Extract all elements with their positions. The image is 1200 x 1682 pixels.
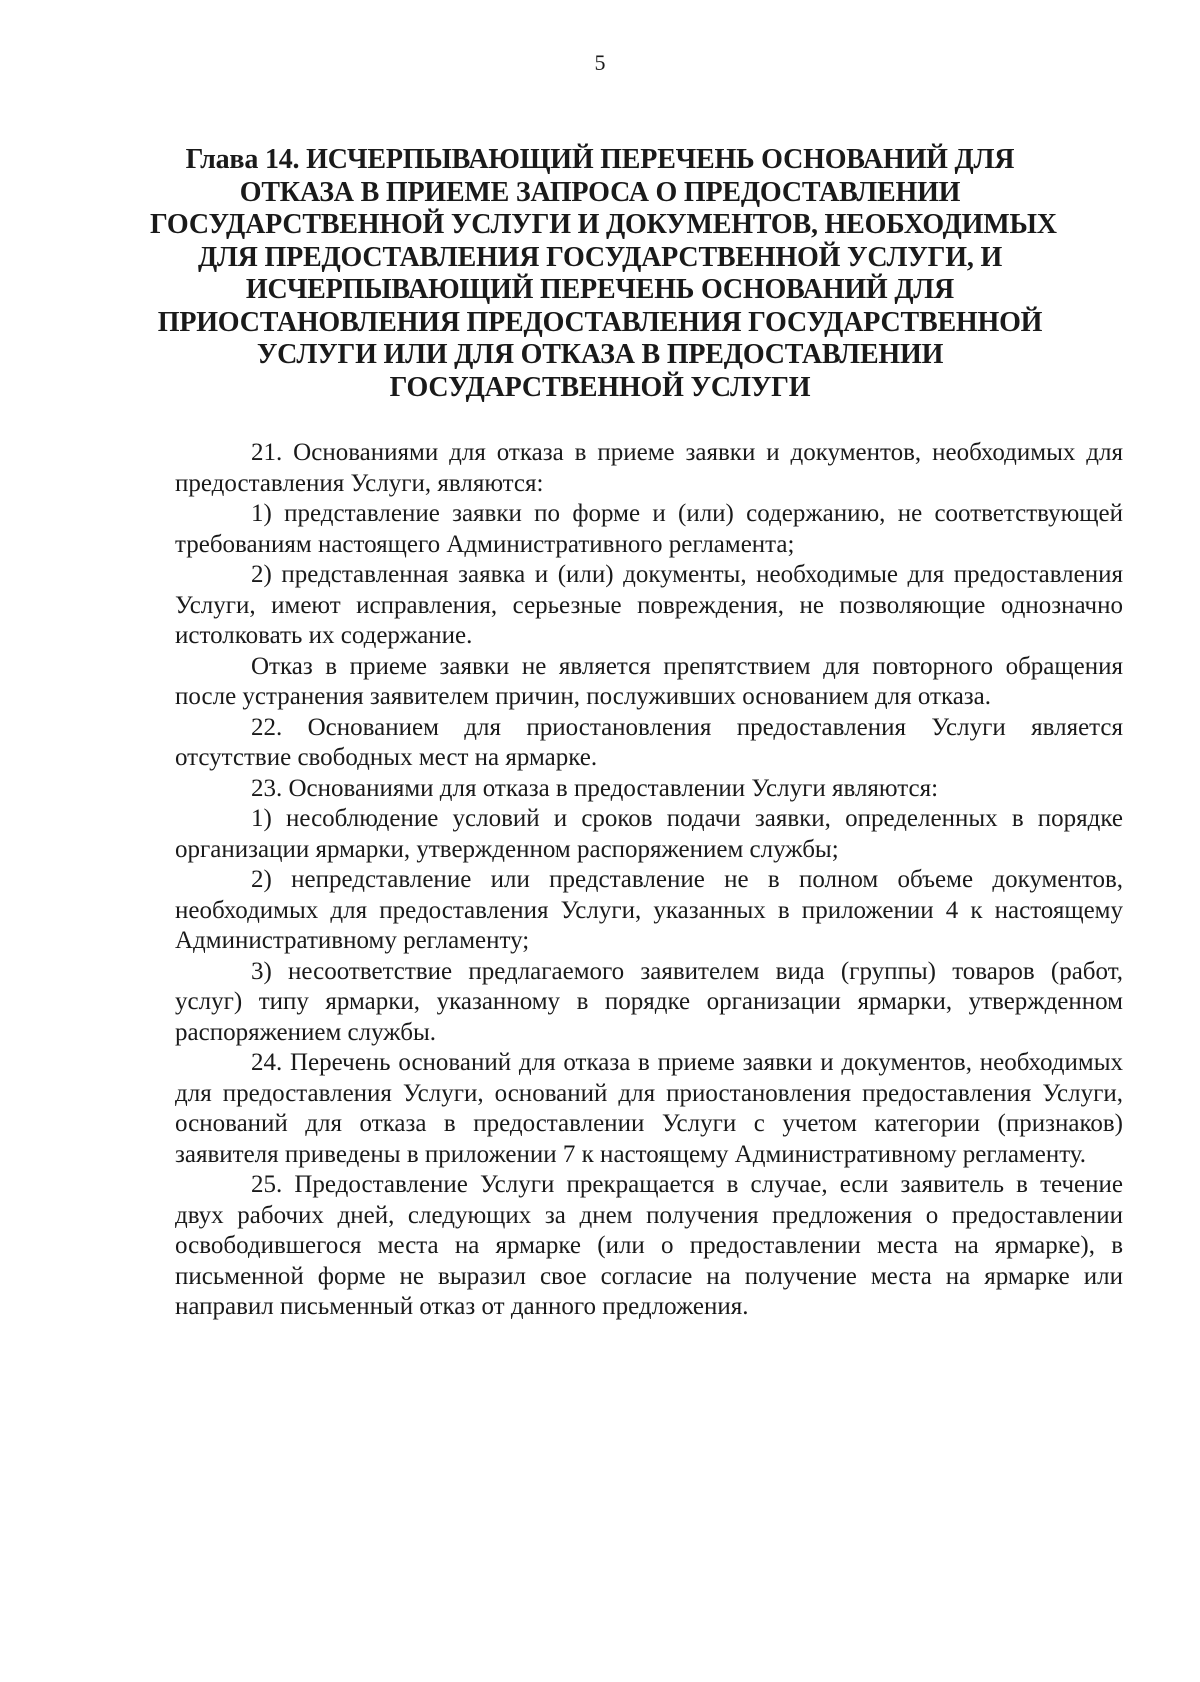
heading-line: ГОСУДАРСТВЕННОЙ УСЛУГИ (389, 371, 811, 403)
paragraph-22: 22. Основанием для приостановления предоставления Услуги является отсутствие свободных мест на ярмарке. (175, 713, 1123, 771)
paragraph-24: 24. Перечень оснований для отказа в приеме заявки и документов, необходимых для предоставления Услуги, оснований для приостановления предоставления Услуги, оснований для отказа в предоставлении Услуги с учетом категории (признаков) заявителя приведены в приложении 7 к настоящему Административному регламенту. (175, 1049, 1123, 1168)
page-number: 5 (594, 50, 606, 75)
chapter-heading (150, 144, 1057, 404)
paragraph-21-item-2: 2) представленная заявка и (или) документы, необходимые для предоставления Услуги, имеют исправления, серьезные повреждения, не позволяющие однозначно истолковать их содержание. (175, 561, 1123, 649)
heading-line: ПРИОСТАНОВЛЕНИЯ ПРЕДОСТАВЛЕНИЯ ГОСУДАРСТВЕННОЙ (157, 306, 1043, 338)
paragraph-23-item-3: 3) несоответствие предлагаемого заявителем вида (группы) товаров (работ, услуг) типу ярмарки, указанному в порядке организации ярмарки, утвержденном распоряжением службы. (175, 957, 1123, 1046)
paragraph-21-item-1: 1) представление заявки по форме и (или) содержанию, не соответствующей требованиям настоящего Административного регламента; (175, 500, 1123, 558)
heading-line: Глава 14. ИСЧЕРПЫВАЮЩИЙ ПЕРЕЧЕНЬ ОСНОВАНИЙ ДЛЯ (185, 144, 1015, 175)
heading-line: ИСЧЕРПЫВАЮЩИЙ ПЕРЕЧЕНЬ ОСНОВАНИЙ ДЛЯ (245, 274, 955, 305)
paragraph-23: 23. Основаниями для отказа в предоставлении Услуги являются: (251, 774, 939, 802)
paragraph-25: 25. Предоставление Услуги прекращается в случае, если заявитель в течение двух рабочих дней, следующих за днем получения предложения о предоставлении освободившегося места на ярмарке (или о предоставлении места на ярмарке), в письменной форме не выразил свое согласие на получение места на ярмарке или направил письменный отказ от данного предложения. (175, 1171, 1123, 1320)
heading-line: УСЛУГИ ИЛИ ДЛЯ ОТКАЗА В ПРЕДОСТАВЛЕНИИ (256, 339, 944, 370)
paragraph-23-item-1: 1) несоблюдение условий и сроков подачи заявки, определенных в порядке организации ярмарки, утвержденном распоряжением службы; (175, 805, 1123, 863)
paragraph-refusal-note: Отказ в приеме заявки не является препятствием для повторного обращения после устранения заявителем причин, послуживших основанием для отказа. (175, 652, 1123, 710)
heading-line: ОТКАЗА В ПРИЕМЕ ЗАПРОСА О ПРЕДОСТАВЛЕНИИ (239, 176, 961, 208)
document-body (175, 438, 1123, 1323)
paragraph-21: 21. Основаниями для отказа в приеме заявки и документов, необходимых для предоставления Услуги, являются: (175, 439, 1123, 497)
heading-line: ДЛЯ ПРЕДОСТАВЛЕНИЯ ГОСУДАРСТВЕННОЙ УСЛУГИ, И (197, 241, 1003, 273)
heading-line: ГОСУДАРСТВЕННОЙ УСЛУГИ И ДОКУМЕНТОВ, НЕОБХОДИМЫХ (150, 209, 1057, 240)
paragraph-23-item-2: 2) непредставление или представление не в полном объеме документов, необходимых для предоставления Услуги, указанных в приложении 4 к настоящему Административному регламенту; (175, 866, 1123, 954)
